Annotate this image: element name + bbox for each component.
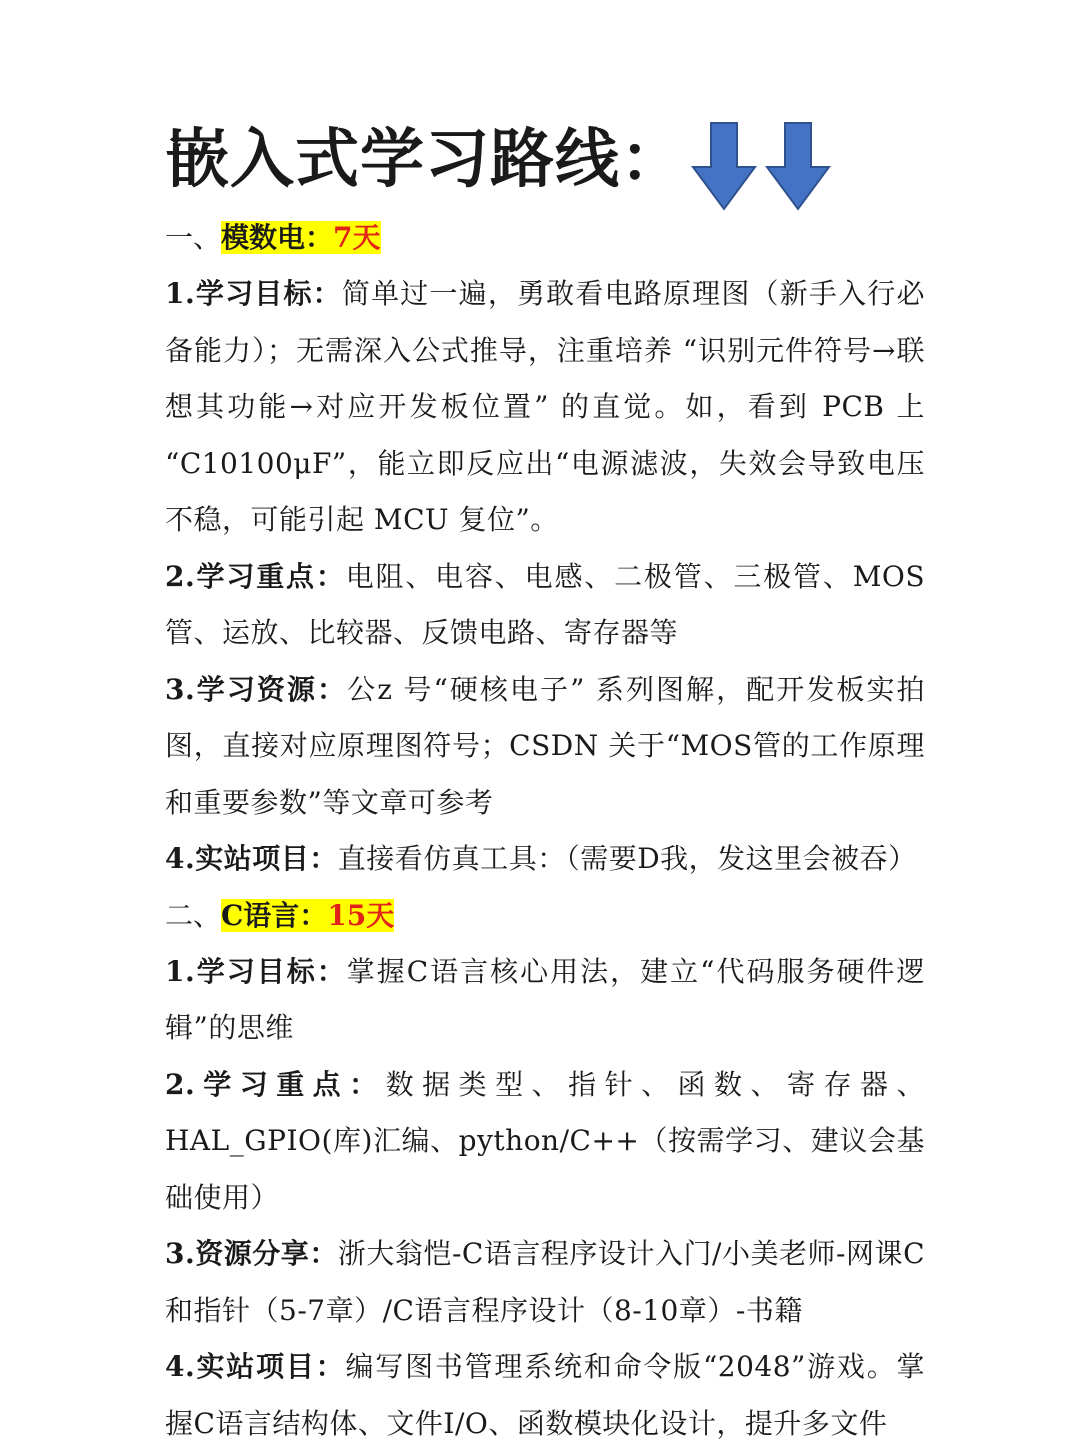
section-days: 15天 [327, 898, 395, 932]
title-row [165, 110, 925, 210]
item-text: 简单过一遍，勇敢看电路原理图（新手入行必备能力）；无需深入公式推导，注重培养 “识别元件符号→联想其功能→对应开发板位置” 的直觉。如，看到 PCB 上 “C10100μF”，能立即反应出“电源滤波，失效会导致电压不稳，可能引起 MCU 复位”。 [165, 277, 925, 536]
section-heading-analog-digital [165, 210, 925, 266]
section-name: C语言： [221, 898, 328, 932]
section-item [165, 549, 925, 662]
section-item [165, 831, 925, 888]
item-label: 3.学习资源： [165, 672, 348, 706]
section-item [165, 266, 925, 549]
down-arrow-icon [765, 121, 831, 211]
section-item [165, 1339, 925, 1452]
item-label: 2.学习重点： [165, 559, 346, 593]
section-heading-c-language [165, 888, 925, 944]
item-label: 4.实站项目： [165, 1350, 346, 1383]
section-prefix: 二、 [165, 898, 222, 932]
page-title: 嵌入式学习路线： [165, 123, 685, 197]
item-text: 电阻、电容、电感、二极管、三极管、MOS管、运放、比较器、反馈电路、寄存器等 [165, 559, 926, 649]
arrows-group [691, 121, 831, 211]
section-days: 7天 [333, 221, 381, 254]
down-arrow-shape [767, 123, 829, 209]
section-item [165, 1057, 925, 1227]
section-name: 模数电： [221, 221, 334, 254]
section-prefix: 一、 [165, 221, 222, 254]
section-highlight [221, 221, 381, 254]
section-item [165, 944, 925, 1057]
section-item [165, 1226, 925, 1339]
item-text: 掌握C语言核心用法，建立“代码服务硬件逻辑”的思维 [165, 954, 926, 1044]
down-arrow-icon [691, 121, 757, 211]
item-text: 公z 号“硬核电子” 系列图解，配开发板实拍图，直接对应原理图符号；CSDN 关于“MOS管的工作原理和重要参数”等文章可参考 [165, 672, 926, 819]
section-highlight [221, 899, 394, 932]
item-text: 浙大翁恺-C语言程序设计入门/小美老师-网课C和指针（5-7章）/C语言程序设计（8-10章）-书籍 [165, 1237, 925, 1327]
item-label: 1.学习目标： [165, 954, 347, 988]
item-label: 3.资源分享： [165, 1237, 338, 1270]
item-text: 数据类型、指针、函数、寄存器、HAL_GPIO(库)汇编、python/C++（按需学习、建议会基础使用） [165, 1067, 925, 1214]
document-page [165, 110, 925, 1452]
section-item [165, 662, 925, 832]
item-label: 2.学习重点： [165, 1067, 386, 1101]
item-label: 4.实站项目： [165, 842, 338, 875]
down-arrow-shape [693, 123, 755, 209]
item-text: 直接看仿真工具：（需要D我，发这里会被吞） [337, 842, 917, 875]
item-text: 编写图书管理系统和命令版“2048”游戏。掌握C语言结构体、文件I/O、函数模块化设计，提升多文件 [165, 1350, 926, 1440]
item-label: 1.学习目标： [165, 277, 342, 310]
